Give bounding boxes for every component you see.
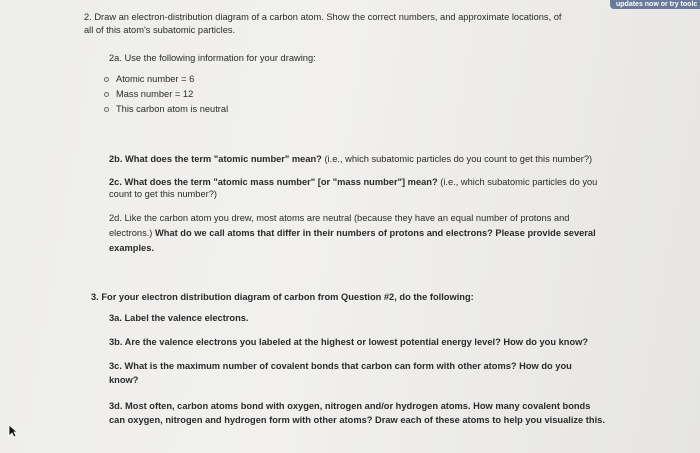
- q2d-line-2-plain: electrons.): [109, 228, 155, 238]
- q2c-line-2: count to get this number?): [109, 189, 218, 199]
- q2d-line-1: 2d. Like the carbon atom you drew, most atoms are neutral (because they have an equal number of protons and: [109, 213, 570, 223]
- q2a-bullet-3: This carbon atom is neutral: [116, 104, 229, 114]
- q3d-line-1: 3d. Most often, carbon atoms bond with oxygen, nitrogen and/or hydrogen atoms. How many covalent bonds: [109, 401, 591, 411]
- q3a-question: 3a. Label the valence electrons.: [109, 313, 249, 323]
- q2d-line-3: examples.: [109, 243, 154, 253]
- q3d-line-2: can oxygen, nitrogen and hydrogen form with other atoms? Draw each of these atoms to help you visualize this.: [109, 415, 605, 425]
- bullet-icon: [104, 77, 109, 82]
- q2b-question: [109, 153, 592, 165]
- q3b-question: 3b. Are the valence electrons you labeled at the highest or lowest potential energy level? How do you know?: [109, 337, 589, 347]
- q2a-bullet-2: Mass number = 12: [116, 89, 194, 99]
- bullet-icon: [104, 92, 109, 97]
- mouse-cursor-icon: [8, 424, 18, 438]
- q2d-line-2-bold: What do we call atoms that differ in their numbers of protons and electrons? Please provide several: [155, 228, 596, 238]
- q3c-line-2: know?: [109, 375, 139, 385]
- q2c-bold: 2c. What does the term "atomic mass number" [or "mass number"] mean?: [109, 177, 438, 187]
- q2b-bold: 2b. What does the term "atomic number" mean?: [109, 154, 322, 164]
- q2b-rest: (i.e., which subatomic particles do you count to get this number?): [321, 154, 593, 164]
- q3c-line-1: 3c. What is the maximum number of covalent bonds that carbon can form with other atoms? How do you: [109, 361, 572, 371]
- q3-intro: 3. For your electron distribution diagram of carbon from Question #2, do the following:: [91, 292, 474, 302]
- q2c-line-1: [109, 176, 597, 188]
- update-banner[interactable]: updates now or try toolc: [610, 0, 700, 9]
- bullet-icon: [104, 107, 109, 112]
- q2a-intro: 2a. Use the following information for your drawing:: [109, 53, 316, 63]
- q2a-bullet-1: Atomic number = 6: [116, 74, 195, 84]
- q2c-rest: (i.e., which subatomic particles do you: [437, 177, 598, 187]
- q2-line-1: 2. Draw an electron-distribution diagram of a carbon atom. Show the correct numbers, and approximate locations, of: [84, 12, 562, 22]
- q2-line-2: all of this atom's subatomic particles.: [84, 25, 236, 35]
- q2d-line-2: [109, 227, 596, 239]
